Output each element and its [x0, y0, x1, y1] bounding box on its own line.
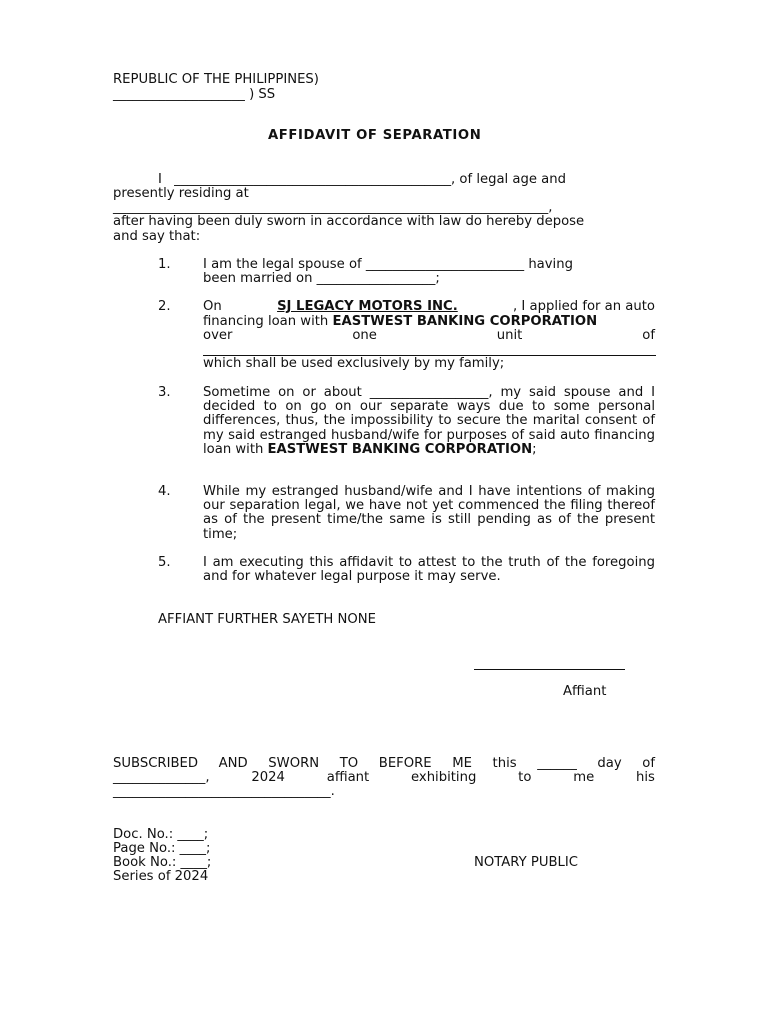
item-5-number: 5.	[158, 555, 171, 570]
intro-line-1	[158, 173, 566, 187]
item-1-line-2	[203, 272, 440, 286]
jurat-day-blank: ______	[537, 756, 577, 771]
item-1-spouse-blank: ________________________	[365, 257, 525, 272]
document-title: AFFIDAVIT OF SEPARATION	[268, 128, 482, 143]
item-3-text: Sometime on or about __________________, my said spouse and I decided to on go on our separate ways due to some personal differences, thus, the impossibility to secure the marital consent of my said estranged husband/wife for purposes of said auto financing loan with	[203, 385, 655, 457]
closing-statement: AFFIANT FURTHER SAYETH NONE	[158, 612, 376, 627]
item-1-date-blank: __________________	[316, 271, 436, 286]
jurat-line-2	[113, 771, 655, 785]
item-3-bank: EASTWEST BANKING CORPORATION	[267, 441, 533, 457]
item-3-end: ;	[532, 441, 537, 457]
item-2-line-1	[203, 300, 655, 314]
affiant-signature-line	[474, 669, 625, 670]
affiant-label: Affiant	[563, 684, 607, 699]
jurat-affiant: affiant	[326, 770, 370, 785]
item-1-number: 1.	[158, 257, 171, 272]
jurat-and: AND	[218, 756, 248, 771]
jurat-sworn: SWORN	[268, 756, 320, 771]
item-1-line-1	[203, 258, 573, 272]
jurat-exhibiting: exhibiting	[411, 770, 477, 785]
item-1-text-d: ;	[435, 271, 440, 286]
item-2-unit: unit	[496, 328, 523, 343]
venue-republic: REPUBLIC OF THE PHILIPPINES)	[113, 72, 319, 87]
item-2-number: 2.	[158, 299, 171, 314]
item-2-over: over	[203, 328, 233, 343]
item-4-number: 4.	[158, 484, 171, 499]
jurat-me: ME	[452, 756, 472, 771]
item-4-paragraph: While my estranged husband/wife and I have intentions of making our separation legal, we have not yet commenced the filing thereof as of the present time/the same is still pending as of the present time;	[203, 484, 655, 542]
item-2-company: SJ LEGACY MOTORS INC.	[277, 299, 458, 314]
jurat-before: BEFORE	[378, 756, 432, 771]
series-year: Series of 2024	[113, 869, 209, 884]
jurat-this: this	[492, 756, 517, 771]
intro-line-5: and say that:	[113, 229, 201, 244]
jurat-to: TO	[339, 756, 359, 771]
item-5-paragraph: I am executing this affidavit to attest to the truth of the foregoing and for whatever legal purpose it may serve.	[203, 555, 655, 585]
item-2-applied: , I applied for an auto	[513, 299, 655, 314]
item-1-text-a: I am the legal spouse of	[203, 257, 366, 272]
jurat-line-1	[113, 757, 655, 771]
jurat-id-blank: _________________________________.	[113, 784, 335, 799]
intro-i: I	[158, 172, 162, 187]
jurat-to-2: to	[518, 770, 532, 785]
intro-line-2: presently residing at	[113, 186, 249, 201]
item-2-line-3	[203, 329, 655, 343]
item-2-line-5: which shall be used exclusively by my family;	[203, 356, 505, 371]
jurat-month-blank: ______________,	[113, 770, 210, 785]
item-2-line-2	[203, 315, 597, 329]
intro-name-blank: __________________________________________	[174, 172, 452, 187]
venue-city-blank: ____________________ ) SS	[113, 87, 276, 102]
item-2-one: one	[352, 328, 377, 343]
item-3-paragraph	[203, 386, 655, 457]
jurat-day: day	[597, 756, 622, 771]
intro-address-blank: __________________________________________________________________,	[113, 200, 553, 215]
notary-public-label: NOTARY PUBLIC	[474, 855, 578, 870]
intro-line-4: after having been duly sworn in accordance with law do hereby depose	[113, 214, 585, 229]
item-3-number: 3.	[158, 385, 171, 400]
jurat-subscribed: SUBSCRIBED	[113, 756, 199, 771]
item-1-text-b: having	[524, 257, 573, 272]
jurat-year: 2024	[251, 770, 285, 785]
item-2-bank: EASTWEST BANKING CORPORATION	[332, 314, 598, 329]
intro-legal-age: , of legal age and	[451, 172, 566, 187]
jurat-me-2: me	[573, 770, 595, 785]
item-1-text-c: been married on	[203, 271, 317, 286]
page-number: Page No.: ____;	[113, 841, 211, 856]
book-number: Book No.: ____;	[113, 855, 212, 870]
doc-number: Doc. No.: ____;	[113, 827, 209, 842]
jurat-of: of	[642, 756, 655, 771]
item-2-on: On	[203, 299, 222, 314]
item-2-of: of	[642, 328, 655, 343]
item-2-loan-text: financing loan with	[203, 314, 333, 329]
jurat-his: his	[636, 770, 655, 785]
